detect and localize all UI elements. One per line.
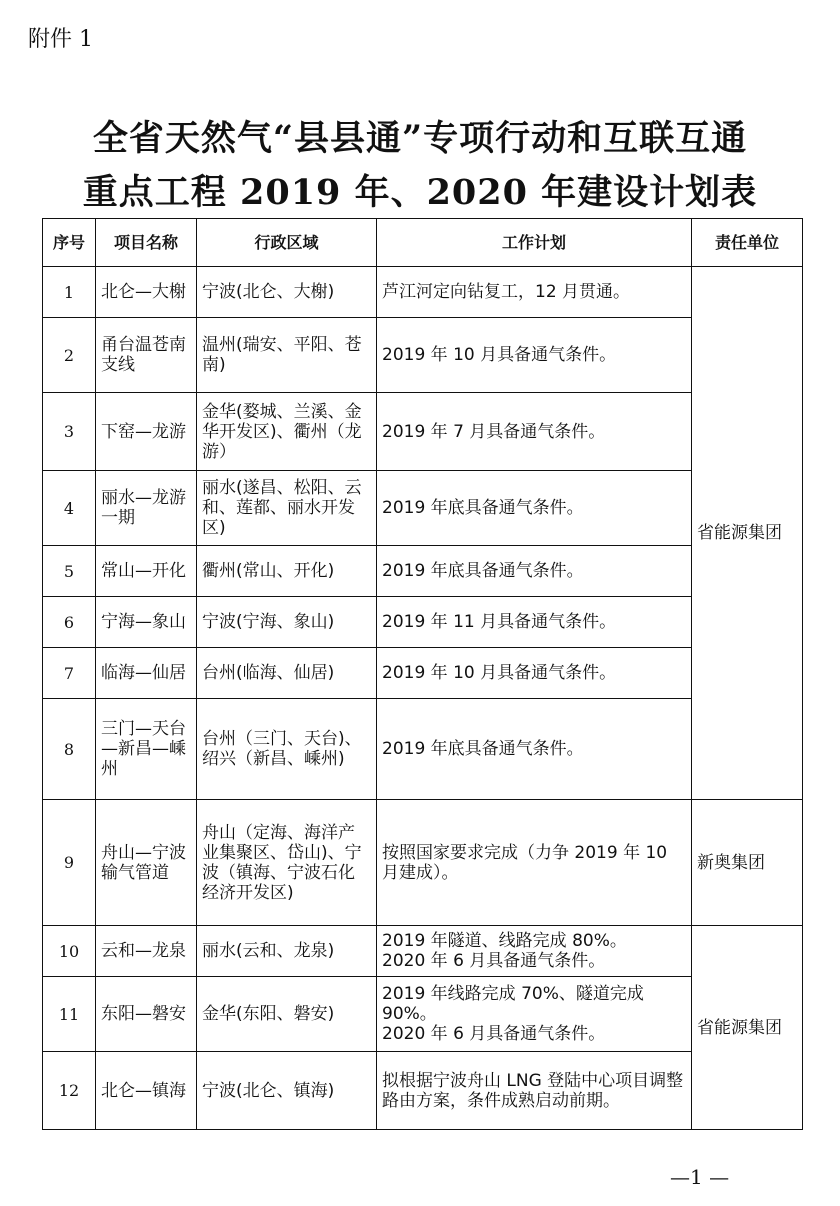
- row-plan: [377, 1052, 692, 1130]
- row-plan: [377, 318, 692, 393]
- row-name: 临海—仙居: [96, 648, 197, 699]
- row-area: 台州（三门、天台)、绍兴（新昌、嵊州): [197, 699, 377, 800]
- plan-line: 2020 年 6 月具备通气条件。: [382, 1024, 606, 1044]
- plan-line: 2019 年底具备通气条件。: [382, 561, 584, 581]
- table-row: [43, 926, 803, 977]
- plan-line: 2019 年 10 月具备通气条件。: [382, 663, 617, 683]
- plan-line: 2019 年底具备通气条件。: [382, 739, 584, 759]
- plan-line: 2019 年隧道、线路完成 80%。: [382, 931, 627, 951]
- row-area: 丽水(遂昌、松阳、云和、莲都、丽水开发区): [197, 471, 377, 546]
- row-plan: [377, 471, 692, 546]
- row-name: 三门—天台—新昌—嵊州: [96, 699, 197, 800]
- row-name: 甬台温苍南支线: [96, 318, 197, 393]
- plan-line: 2019 年 10 月具备通气条件。: [382, 345, 617, 365]
- row-area: 舟山（定海、海洋产业集聚区、岱山)、宁波（镇海、宁波石化经济开发区): [197, 800, 377, 926]
- plan-line: 按照国家要求完成（力争 2019 年 10 月建成）。: [382, 842, 668, 883]
- row-name: 北仑—镇海: [96, 1052, 197, 1130]
- row-no: 11: [43, 977, 96, 1052]
- plan-line: 2020 年 6 月具备通气条件。: [382, 951, 606, 971]
- row-area: 温州(瑞安、平阳、苍南): [197, 318, 377, 393]
- table-row: [43, 800, 803, 926]
- row-no: 3: [43, 393, 96, 471]
- plan-line: 拟根据宁波舟山 LNG 登陆中心项目调整路由方案，条件成熟启动前期。: [382, 1070, 684, 1111]
- row-no: 4: [43, 471, 96, 546]
- table-row: [43, 1052, 803, 1130]
- row-plan: [377, 926, 692, 977]
- table-row: [43, 267, 803, 318]
- row-no: 8: [43, 699, 96, 800]
- row-name: 东阳—磐安: [96, 977, 197, 1052]
- row-area: 衢州(常山、开化): [197, 546, 377, 597]
- table-row: [43, 648, 803, 699]
- page-number: —1 —: [670, 1165, 730, 1189]
- row-no: 12: [43, 1052, 96, 1130]
- table-row: [43, 546, 803, 597]
- construction-plan-table: [42, 218, 803, 1130]
- responsible-unit-cell: 新奥集团: [692, 800, 803, 926]
- row-name: 宁海—象山: [96, 597, 197, 648]
- attachment-label: 附件 1: [28, 27, 93, 52]
- table-row: [43, 597, 803, 648]
- table-header-row: [43, 219, 803, 267]
- title-line-2: 重点工程 2019 年、2020 年建设计划表: [82, 172, 758, 213]
- row-plan: [377, 546, 692, 597]
- table-row: [43, 393, 803, 471]
- responsible-unit-cell: 省能源集团: [692, 267, 803, 800]
- row-area: 丽水(云和、龙泉): [197, 926, 377, 977]
- row-area: 宁波(宁海、象山): [197, 597, 377, 648]
- header-name: 项目名称: [96, 219, 197, 267]
- header-plan: 工作计划: [377, 219, 692, 267]
- row-plan: [377, 597, 692, 648]
- table-row: [43, 471, 803, 546]
- row-no: 9: [43, 800, 96, 926]
- header-no: 序号: [43, 219, 96, 267]
- row-area: 宁波(北仑、大榭): [197, 267, 377, 318]
- plan-line: 2019 年线路完成 70%、隧道完成 90%。: [382, 984, 644, 1024]
- row-no: 7: [43, 648, 96, 699]
- plan-line: 2019 年 7 月具备通气条件。: [382, 421, 606, 442]
- table-row: [43, 977, 803, 1052]
- document-title: [0, 112, 840, 220]
- table-row: [43, 699, 803, 800]
- row-plan: [377, 800, 692, 926]
- row-no: 6: [43, 597, 96, 648]
- row-area: 宁波(北仑、镇海): [197, 1052, 377, 1130]
- row-plan: [377, 977, 692, 1052]
- row-name: 北仑—大榭: [96, 267, 197, 318]
- title-line-1: 全省天然气“县县通”专项行动和互联互通: [92, 118, 748, 159]
- row-no: 5: [43, 546, 96, 597]
- row-name: 云和—龙泉: [96, 926, 197, 977]
- row-plan: [377, 699, 692, 800]
- table-row: [43, 318, 803, 393]
- row-area: 台州(临海、仙居): [197, 648, 377, 699]
- row-name: 舟山—宁波输气管道: [96, 800, 197, 926]
- row-plan: [377, 267, 692, 318]
- row-plan: [377, 648, 692, 699]
- row-no: 10: [43, 926, 96, 977]
- row-name: 下窑—龙游: [96, 393, 197, 471]
- row-name: 丽水—龙游一期: [96, 471, 197, 546]
- header-unit: 责任单位: [692, 219, 803, 267]
- row-area: 金华(东阳、磐安): [197, 977, 377, 1052]
- plan-line: 2019 年 11 月具备通气条件。: [382, 612, 617, 632]
- row-plan: [377, 393, 692, 471]
- row-name: 常山—开化: [96, 546, 197, 597]
- responsible-unit-cell: 省能源集团: [692, 926, 803, 1130]
- row-no: 1: [43, 267, 96, 318]
- row-area: 金华(婺城、兰溪、金华开发区)、衢州（龙游）: [197, 393, 377, 471]
- plan-line: 芦江河定向钻复工，12 月贯通。: [382, 282, 631, 302]
- header-area: 行政区域: [197, 219, 377, 267]
- row-no: 2: [43, 318, 96, 393]
- plan-line: 2019 年底具备通气条件。: [382, 498, 584, 518]
